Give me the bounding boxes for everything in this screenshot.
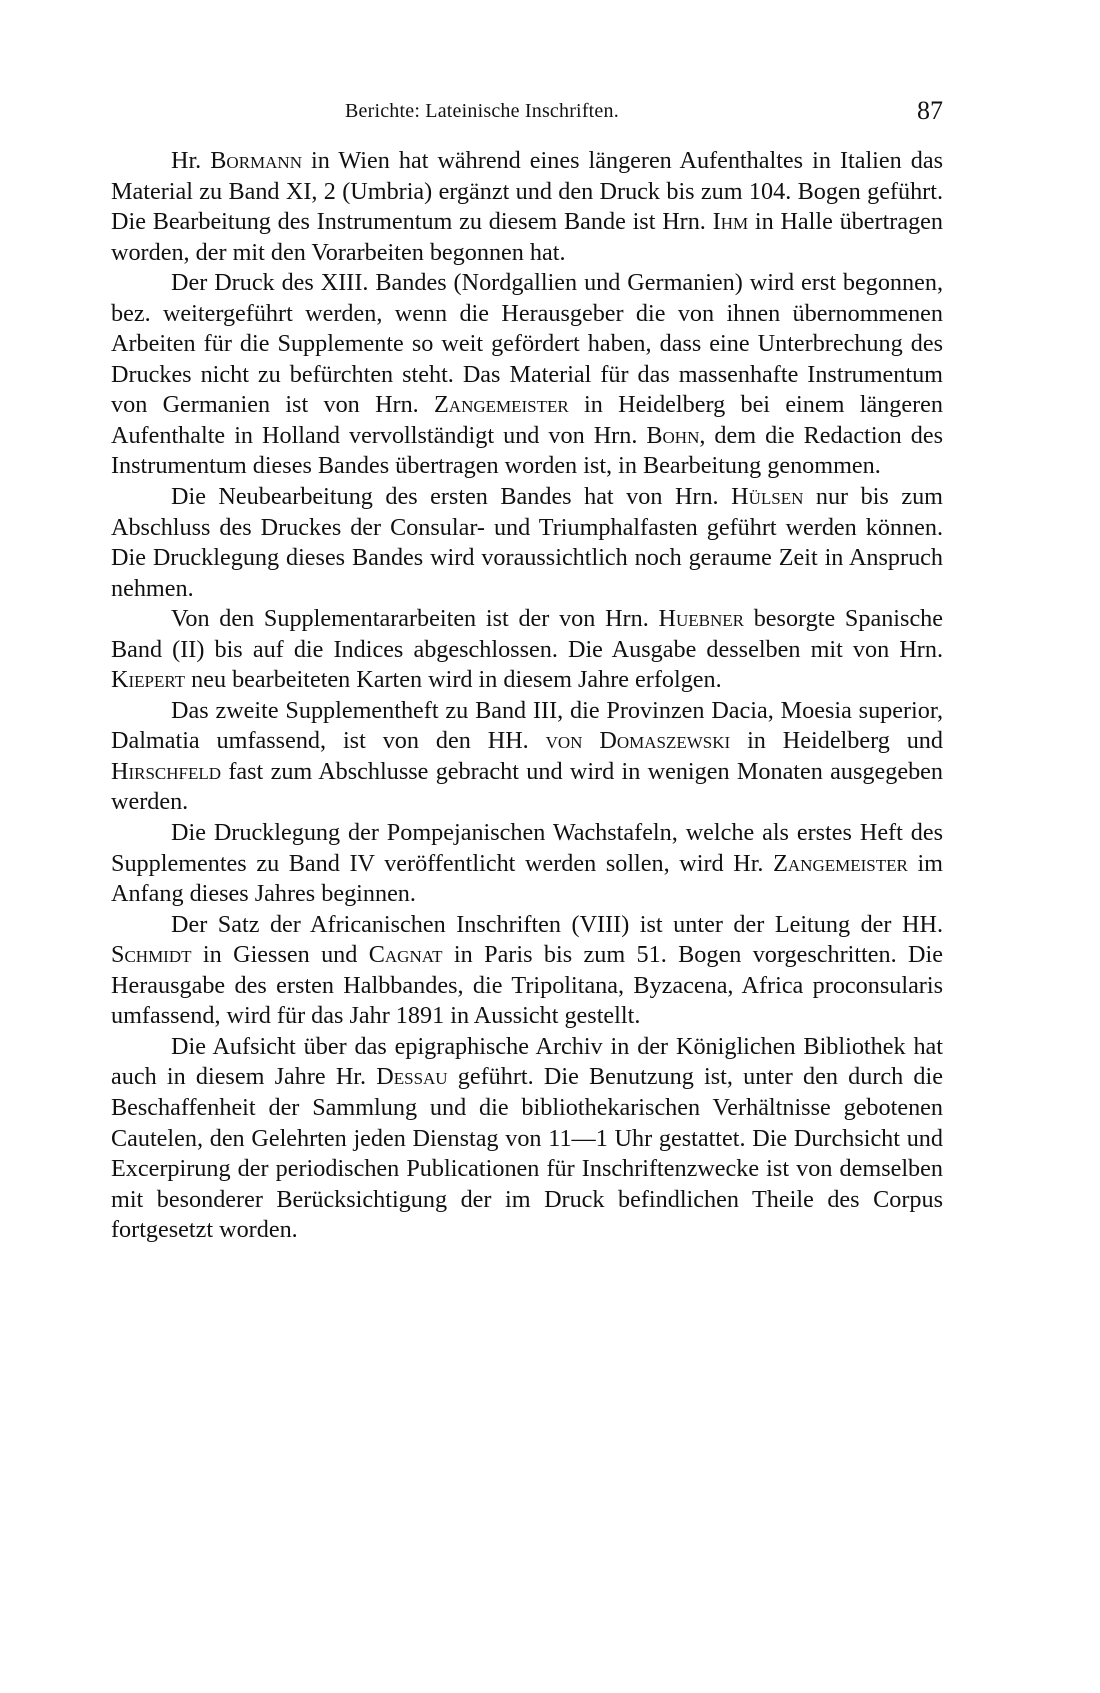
text-run: Der Satz der Africanischen Inschriften (VIII) ist unter der Leitung der HH. bbox=[171, 910, 943, 938]
paragraph-band-xiii bbox=[111, 268, 943, 482]
text-run: in Paris bis zum 51. Bogen vorgeschritten. Die Herausgabe des ersten Halbbandes, die Tripolitana, Byzacena, Africa proconsularis umfassend, wird für das Jahr 1891 in Aussicht gestellt. bbox=[111, 941, 943, 1030]
text-run: in Giessen und bbox=[191, 941, 369, 969]
paragraph-bormann bbox=[111, 146, 943, 268]
running-head bbox=[111, 96, 943, 126]
paragraph-epigraphisches-archiv bbox=[111, 1032, 943, 1246]
text-run: in Heidelberg bei einem längeren Aufenthalte in Holland vervollständigt und von Hrn. bbox=[111, 391, 943, 449]
running-title: Berichte: Lateinische Inschriften. bbox=[345, 100, 619, 122]
person-name: Hirschfeld bbox=[111, 757, 222, 785]
person-name: von Domaszewski bbox=[545, 727, 731, 755]
person-name: Cagnat bbox=[368, 941, 443, 969]
person-name: Schmidt bbox=[111, 941, 192, 969]
text-run: Die Drucklegung der Pompejanischen Wachstafeln, welche als erstes Heft des Supplementes zu Band IV veröffentlicht werden sollen, wird Hr. bbox=[111, 819, 943, 877]
person-name: Ihm bbox=[712, 208, 749, 236]
paragraph-supplementheft-band-iii bbox=[111, 696, 943, 818]
text-run: Das zweite Supplementheft zu Band III, die Provinzen Dacia, Moesia superior, Dalmatia umfassend, ist von den HH. bbox=[111, 696, 943, 755]
paragraph-neubearbeitung bbox=[111, 482, 943, 604]
text-run: Von den Supplementararbeiten ist der von Hrn. bbox=[171, 605, 659, 633]
body-text bbox=[111, 146, 943, 1246]
text-run: Der Druck des XIII. Bandes (Nordgallien und Germanien) wird erst begonnen, bez. weitergeführt werden, wenn die Herausgeber die von ihnen übernommenen Arbeiten für die Supplemente so weit gefördert haben, dass eine Unterbrechung des Druckes nicht zu befürchten steht. Das Material für das massenhafte Instrumentum von Germanien ist von Hrn. bbox=[111, 269, 943, 419]
person-name: Kiepert bbox=[111, 666, 186, 694]
text-run: geführt. Die Benutzung ist, unter den durch die Beschaffenheit der Sammlung und die bibliothekarischen Verhältnisse gebotenen Cautelen, den Gelehrten jeden Dienstag von 11—1 Uhr gestattet. Die Durchsicht und Excerpirung der periodischen Publicationen für Inschriftenzwecke ist von demselben mit besonderer Berücksichtigung der im Druck befindlichen Theile des Corpus fortgesetzt worden. bbox=[111, 1063, 943, 1244]
paragraph-wachstafeln bbox=[111, 818, 943, 910]
text-run: in Halle übertragen worden, der mit den Vorarbeiten begonnen hat. bbox=[111, 208, 943, 266]
text-run: neu bearbeiteten Karten wird in diesem Jahre erfolgen. bbox=[185, 666, 722, 694]
person-name: Huebner bbox=[658, 605, 744, 633]
text-run: Hr. bbox=[171, 147, 211, 174]
paragraph-supplementararbeiten bbox=[111, 604, 943, 696]
person-name: Hülsen bbox=[731, 483, 804, 511]
text-run: nur bis zum Abschluss des Druckes der Consular- und Triumphalfasten geführt werden können. Die Drucklegung dieses Bandes wird voraussichtlich noch geraume Zeit in Anspruch nehmen. bbox=[111, 483, 943, 602]
text-run: Die Neubearbeitung des ersten Bandes hat von Hrn. bbox=[171, 483, 732, 511]
person-name: Bormann bbox=[210, 147, 302, 174]
text-run: , dem die Redaction des Instrumentum dieses Bandes übertragen worden ist, in Bearbeitung genommen. bbox=[111, 421, 943, 480]
text-run: besorgte Spanische Band (II) bis auf die Indices abgeschlossen. Die Ausgabe desselben mit von Hrn. bbox=[111, 605, 944, 663]
paragraph-africanische-inschriften bbox=[111, 910, 943, 1032]
text-run: fast zum Abschlusse gebracht und wird in wenigen Monaten ausgegeben werden. bbox=[111, 757, 943, 816]
person-name: Bohn bbox=[646, 421, 700, 449]
page-number: 87 bbox=[917, 96, 943, 125]
text-run: in Wien hat während eines längeren Aufenthaltes in Italien das Material zu Band XI, 2 (Umbria) ergänzt und den Druck bis zum 104. Bogen geführt. Die Bearbeitung des Instrumentum zu diesem Bande ist Hrn. bbox=[111, 147, 944, 236]
text-run: Die Aufsicht über das epigraphische Archiv in der Königlichen Bibliothek hat auch in diesem Jahre Hr. bbox=[111, 1032, 943, 1091]
person-name: Zangemeister bbox=[434, 391, 569, 419]
text-run: in Heidelberg und bbox=[730, 727, 943, 755]
text-run: im Anfang dieses Jahres beginnen. bbox=[111, 849, 943, 908]
person-name: Dessau bbox=[376, 1063, 448, 1091]
person-name: Zangemeister bbox=[773, 849, 908, 877]
